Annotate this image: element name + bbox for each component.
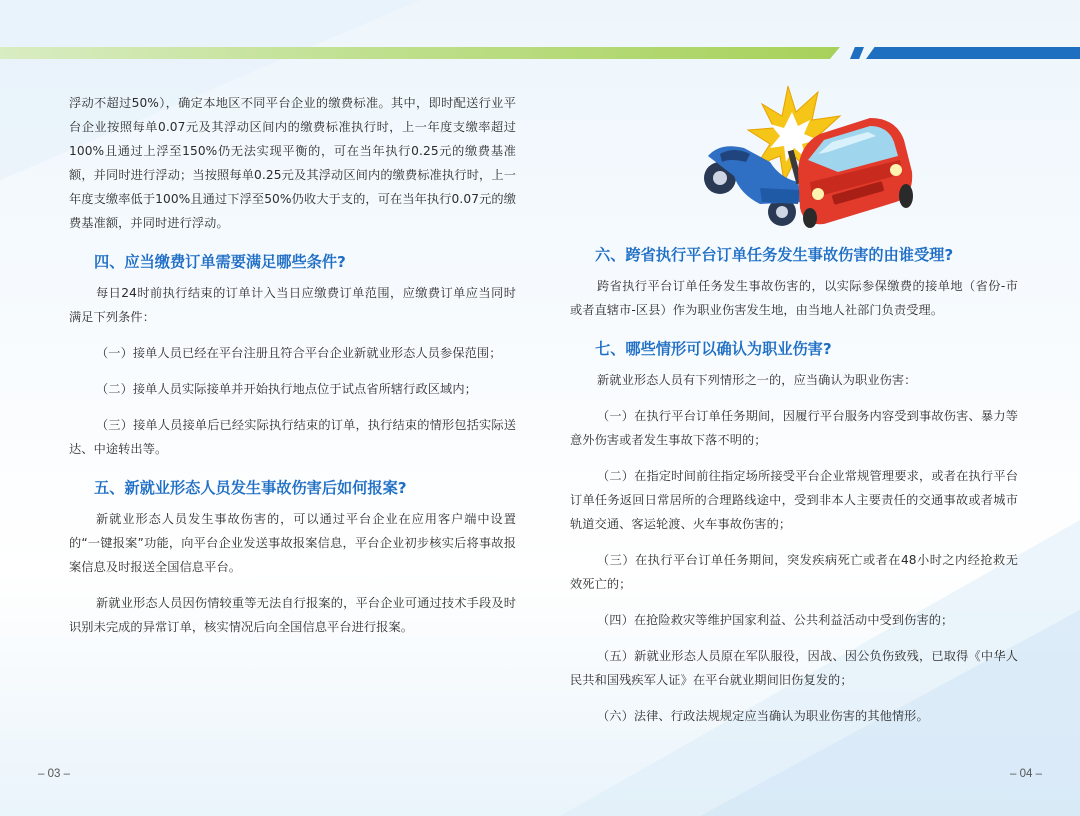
- right-page-column: [570, 238, 1018, 728]
- section-4-paragraph: 每日24时前执行结束的订单计入当日应缴费订单范围，应缴费订单应当同时满足下列条件：: [69, 286, 516, 324]
- page-number-left: – 03 –: [38, 768, 70, 780]
- section-4-item-2: （二）接单人员实际接单并开始执行地点位于试点省所辖行政区域内；: [96, 382, 477, 396]
- intro-paragraph: 浮动不超过50%），确定本地区不同平台企业的缴费标准。其中，即时配送行业平台企业按照每单0.07元及其浮动区间内的缴费标准执行时，上一年度支缴率超过100%且通过上浮至150%仍无法实现平衡的，可在当年执行0.25元的缴费基准额，并同时进行浮动；当按照每单0.25元及其浮动区间内的缴费标准执行时，上一年度支缴率低于100%且通过下浮至50%仍收大于支的，可在当年执行0.07元的缴费基准额，并同时进行浮动。: [69, 96, 516, 230]
- section-4-item-1: （一）接单人员已经在平台注册且符合平台企业新就业形态人员参保范围；: [96, 346, 502, 360]
- section-6-paragraph: 跨省执行平台订单任务发生事故伤害的，以实际参保缴费的接单地（省份-市或者直辖市-区县）作为职业伤害发生地，由当地人社部门负责受理。: [570, 279, 1018, 317]
- section-7-item-3: （三）在执行平台订单任务期间，突发疾病死亡或者在48小时之内经抢救无效死亡的；: [570, 553, 1018, 591]
- section-7-item-1: （一）在执行平台订单任务期间，因履行平台服务内容受到事故伤害、暴力等意外伤害或者发生事故下落不明的；: [570, 409, 1018, 447]
- section-4-item-3: （三）接单人员接单后已经实际执行结束的订单，执行结束的情形包括实际送达、中途转出等。: [69, 418, 516, 456]
- section-7-heading: 七、哪些情形可以确认为职业伤害?: [595, 340, 832, 358]
- left-page-column: [69, 91, 516, 639]
- section-7-item-5: （五）新就业形态人员原在军队服役，因战、因公负伤致残，已取得《中华人民共和国残疾军人证》在平台就业期间旧伤复发的；: [570, 649, 1018, 687]
- scooter-car-collision-icon: [700, 78, 915, 228]
- section-5-paragraph-1: 新就业形态人员发生事故伤害的，可以通过平台企业在应用客户端中设置的“一键报案”功能，向平台企业发送事故报案信息，平台企业初步核实后将事故报案信息及时报送全国信息平台。: [69, 512, 516, 574]
- section-7-item-4: （四）在抢险救灾等维护国家利益、公共利益活动中受到伤害的；: [597, 613, 954, 627]
- section-5-heading: 五、新就业形态人员发生事故伤害后如何报案?: [94, 479, 407, 497]
- section-7-paragraph: 新就业形态人员有下列情形之一的，应当确认为职业伤害：: [597, 373, 917, 387]
- page-number-right: – 04 –: [1010, 768, 1042, 780]
- section-7-item-2: （二）在指定时间前往指定场所接受平台企业常规管理要求，或者在执行平台订单任务返回日常居所的合理路线途中，受到非本人主要责任的交通事故或者城市轨道交通、客运轮渡、火车事故伤害的；: [570, 469, 1018, 531]
- header-bar-green: [0, 47, 840, 59]
- section-6-heading: 六、跨省执行平台订单任务发生事故伤害的由谁受理?: [595, 246, 954, 264]
- section-5-paragraph-2: 新就业形态人员因伤情较重等无法自行报案的，平台企业可通过技术手段及时识别未完成的异常订单，核实情况后向全国信息平台进行报案。: [69, 596, 516, 634]
- header-bar-blue: [866, 47, 1080, 59]
- section-4-heading: 四、应当缴费订单需要满足哪些条件?: [94, 253, 346, 271]
- section-7-item-6: （六）法律、行政法规规定应当确认为职业伤害的其他情形。: [597, 709, 929, 723]
